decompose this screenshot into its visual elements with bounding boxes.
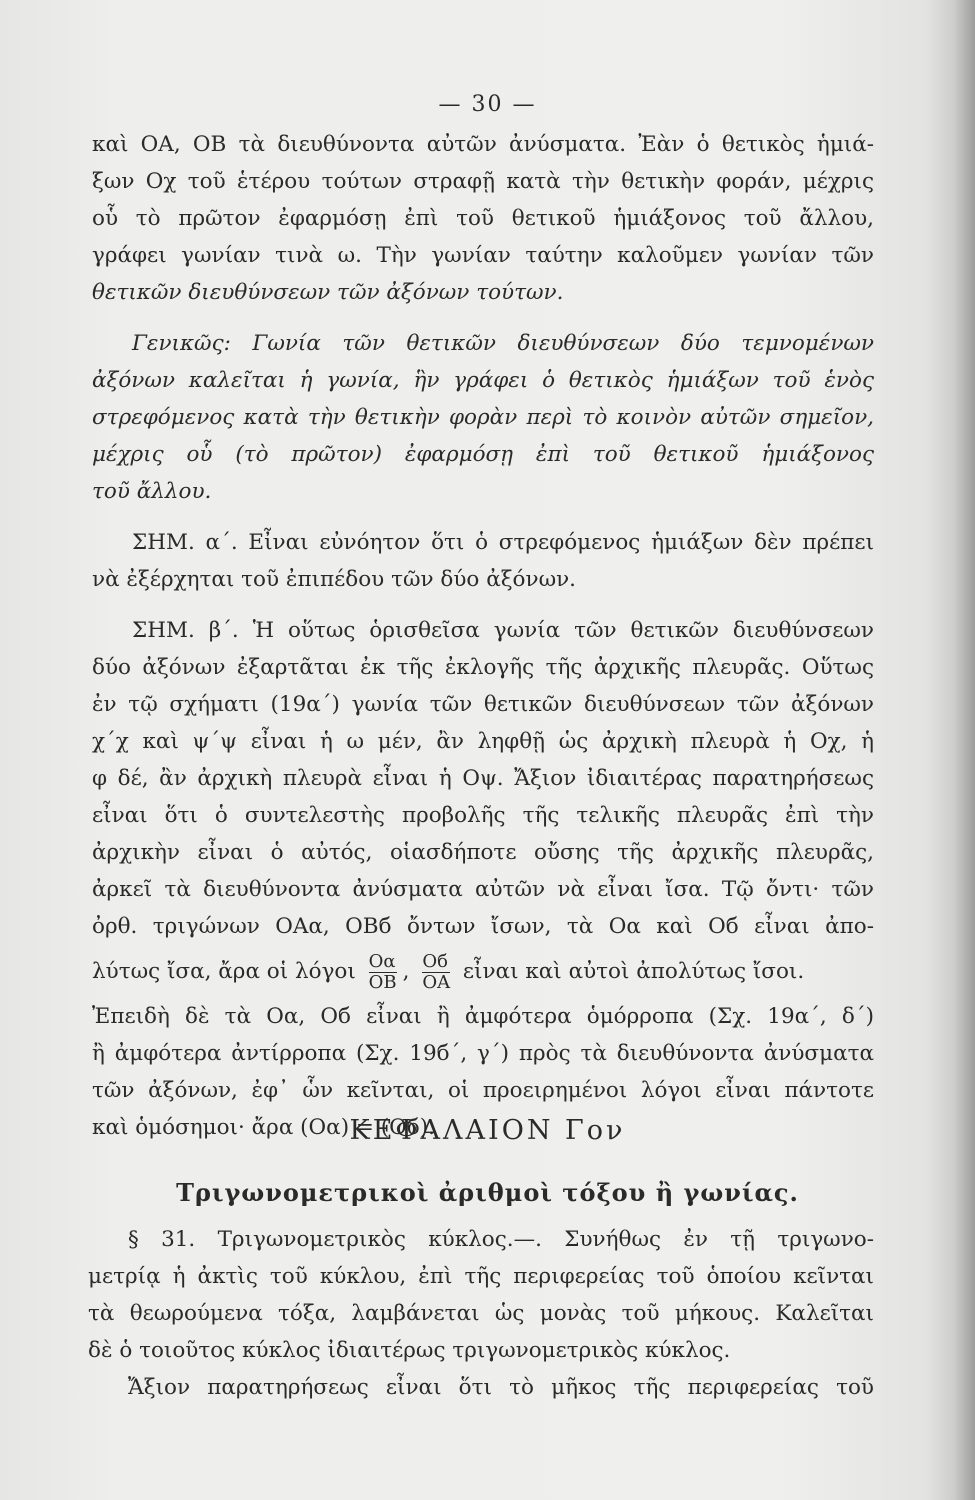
text-line: εἶναι ὅτι ὁ συντελεστὴς προβολῆς τῆς τελικῆς πλευρᾶς ἐπὶ τὴν	[92, 803, 874, 828]
text-line: ἀρχικὴν εἶναι ὁ αὐτός, οἱασδήποτε οὔσης τῆς ἀρχικῆς πλευρᾶς,	[92, 840, 874, 865]
note-a	[92, 528, 874, 595]
paragraph-2	[92, 329, 874, 507]
fraction-numerator: Οα	[368, 950, 396, 972]
paragraph-1	[92, 130, 874, 308]
fraction-denominator: ΟΒ	[368, 971, 397, 993]
text-line: χ΄χ καὶ ψ΄ψ εἶναι ἡ ω μέν, ἂν ληφθῇ ὡς ἀρχικὴ πλευρὰ ἡ Οχ, ἡ	[92, 729, 874, 754]
text-line: ἢ ἀμφότερα ἀντίρροπα (Σχ. 19б΄, γ΄) πρὸς τὰ διευθύνοντα ἀνύσματα	[92, 1041, 874, 1066]
text-line: ἀρκεῖ τὰ διευθύνοντα ἀνύσματα αὐτῶν νὰ εἶναι ἴσα. Τῷ ὄντι· τῶν	[92, 877, 874, 902]
fraction-denominator: ΟΑ	[422, 971, 451, 993]
text-line: δὲ ὁ τοιοῦτος κύκλος ἰδιαιτέρως τριγωνομετρικὸς κύκλος.	[88, 1338, 731, 1363]
section-31	[88, 1225, 874, 1410]
page-number: — 30 —	[438, 92, 537, 117]
text-line: μέχρις οὗ (τὸ πρῶτον) ἐφαρμόσῃ ἐπὶ τοῦ θετικοῦ ἡμιάξονος	[92, 442, 874, 467]
text-line: ἐν τῷ σχήματι (19α΄) γωνία τῶν θετικῶν διευθύνσεων τῶν ἀξόνων	[92, 692, 874, 717]
text-line: Γενικῶς: Γωνία τῶν θετικῶν διευθύνσεων δύο τεμνομένων	[132, 331, 874, 356]
text-line: δύο ἀξόνων ἐξαρτᾶται ἐκ τῆς ἐκλογῆς τῆς ἀρχικῆς πλευρᾶς. Οὕτως	[92, 655, 874, 680]
note-b	[92, 616, 874, 995]
chapter-subtitle: Τριγωνομετρικοὶ ἀριθμοὶ τόξου ἢ γωνίας.	[176, 1178, 799, 1207]
fraction-numerator: Οб	[422, 952, 450, 973]
text-line: θετικῶν διευθύνσεων τῶν ἀξόνων τούτων.	[92, 280, 564, 305]
text-line: στρεφόμενος κατὰ τὴν θετικὴν φορὰν περὶ τὸ κοινὸν αὐτῶν σημεῖον,	[92, 405, 874, 430]
text-line: Ἐπειδὴ δὲ τὰ Οα, Οб εἶναι ἢ ἀμφότερα ὁμόρροπα (Σχ. 19α΄, δ΄)	[92, 1004, 874, 1029]
text-line: νὰ ἐξέρχηται τοῦ ἐπιπέδου τῶν δύο ἀξόνων.	[92, 567, 577, 592]
text-line: καὶ ΟΑ, ΟΒ τὰ διευθύνοντα αὐτῶν ἀνύσματα. Ἐὰν ὁ θετικὸς ἡμιά-	[92, 132, 874, 157]
text-line: γράφει γωνίαν τινὰ ω. Τὴν γωνίαν ταύτην καλοῦμεν γωνίαν τῶν	[92, 243, 874, 268]
fraction-line: λύτως ἴσα, ἄρα οἱ λόγοι $\frac{O\alpha}{OB}$ , $\frac{Oб}{OA}$ εἶναι καὶ αὐτοὶ ἀπολύτως ἴσοι.	[92, 950, 805, 993]
text-line: ξων Οχ τοῦ ἑτέρου τούτων στραφῇ κατὰ τὴν θετικὴν φοράν, μέχρις	[92, 169, 874, 194]
text-line: § 31. Τριγωνομετρικὸς κύκλος.—. Συνήθως ἐν τῇ τριγωνο-	[128, 1227, 874, 1252]
fraction-text-after: εἶναι καὶ αὐτοὶ ἀπολύτως ἴσοι.	[462, 959, 805, 984]
fraction-text-before: λύτως ἴσα, ἄρα οἱ λόγοι	[92, 959, 356, 984]
text-line: τῶν ἀξόνων, ἐφ᾽ ὧν κεῖνται, οἱ προειρημένοι λόγοι εἶναι πάντοτε	[92, 1078, 874, 1103]
chapter-title: ΚΕΦΑΛΑΙΟΝ Γον	[349, 1115, 626, 1146]
text-line: τὰ θεωρούμενα τόξα, λαμβάνεται ὡς μονὰς τοῦ μήκους. Καλεῖται	[88, 1301, 874, 1326]
text-line: ΣΗΜ. α΄. Εἶναι εὐνόητον ὅτι ὁ στρεφόμενος ἡμιάξων δὲν πρέπει	[132, 530, 874, 555]
main-text	[92, 130, 874, 1150]
text-line: Ἄξιον παρατηρήσεως εἶναι ὅτι τὸ μῆκος τῆς περιφερείας τοῦ	[128, 1375, 874, 1400]
text-line: ΣΗΜ. β΄. Ἡ οὕτως ὁρισθεῖσα γωνία τῶν θετικῶν διευθύνσεων	[132, 618, 874, 643]
text-line: μετρίᾳ ἡ ἀκτὶς τοῦ κύκλου, ἐπὶ τῆς περιφερείας τοῦ ὁποίου κεῖνται	[88, 1264, 874, 1289]
text-line: οὗ τὸ πρῶτον ἐφαρμόσῃ ἐπὶ τοῦ θετικοῦ ἡμιάξονος τοῦ ἄλλου,	[92, 206, 874, 231]
text-line: καὶ ὁμόσημοι· ἄρα (Οα) = (Οб).	[92, 1115, 435, 1140]
fraction-ob-oa	[422, 952, 450, 993]
book-spine-shadow	[953, 0, 975, 1500]
text-line: ὀρθ. τριγώνων ΟΑα, ΟΒб ὄντων ἴσων, τὰ Οα καὶ Οб εἶναι ἀπο-	[92, 914, 874, 939]
text-line: φ δέ, ἂν ἀρχικὴ πλευρὰ εἶναι ἡ Οψ. Ἄξιον ἰδιαιτέρας παρατηρήσεως	[92, 766, 874, 791]
text-line: ἀξόνων καλεῖται ἡ γωνία, ἣν γράφει ὁ θετικὸς ἡμιάξων τοῦ ἑνὸς	[92, 368, 874, 393]
fraction-oa-ob	[369, 952, 397, 993]
text-line: τοῦ ἄλλου.	[92, 479, 212, 504]
